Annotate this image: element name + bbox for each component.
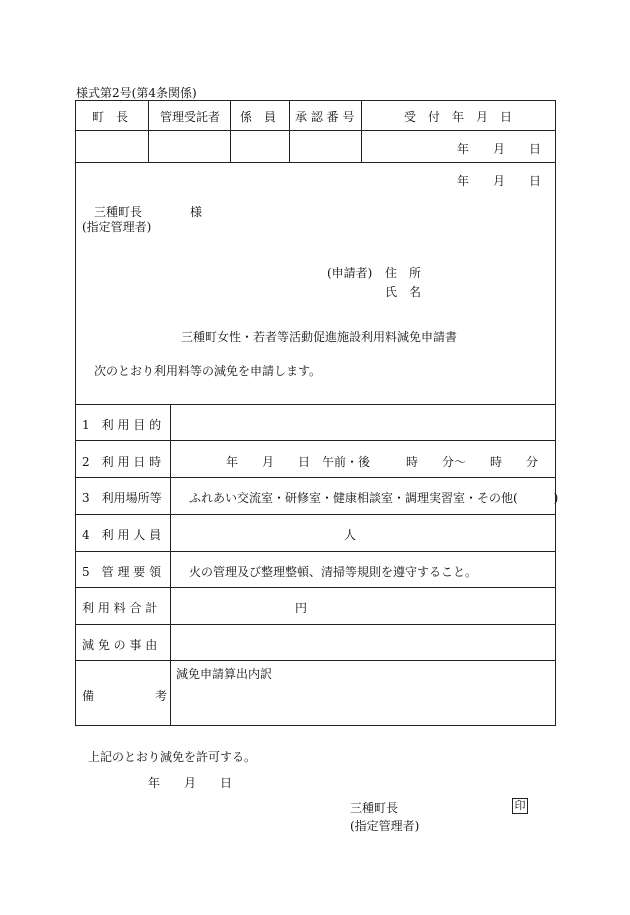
row-label-people: 4 利 用 人 員 (82, 528, 162, 542)
row-label-rules: 5 管 理 要 領 (82, 565, 162, 579)
row-label-reduction-reason: 減 免 の 事 由 (82, 638, 158, 652)
address-label: 住 所 (385, 266, 422, 280)
header-mayor: 町 長 (92, 110, 129, 124)
row-line (75, 477, 556, 478)
row-line (75, 404, 556, 405)
form-number: 様式第2号(第4条関係) (76, 86, 197, 100)
remarks-label-right: 考 (155, 689, 168, 703)
row-line (75, 514, 556, 515)
header-col-line (230, 100, 231, 162)
approval-mayor: 三種町長 (350, 801, 399, 815)
seal-mark: 印 (512, 798, 528, 814)
remarks-label-left: 備 (82, 689, 95, 703)
approval-statement: 上記のとおり減免を許可する。 (88, 750, 257, 764)
header-approval-no: 承 認 番 号 (295, 110, 355, 124)
row-value-place: ふれあい交流室・研修室・健康相談室・調理実習室・その他( ) (189, 491, 559, 505)
row-line (75, 587, 556, 588)
row-value-rules: 火の管理及び整理整頓、清掃等規則を遵守すること。 (189, 565, 478, 579)
header-col-line (148, 100, 149, 162)
header-received-date: 受 付 年 月 日 (404, 110, 513, 124)
header-col-line (289, 100, 290, 162)
header-col-line (361, 100, 362, 162)
row-value-total-fee: 円 (295, 601, 308, 615)
addressee: 三種町長 様 (94, 205, 203, 219)
header-contractor: 管理受託者 (160, 110, 221, 124)
row-line (75, 624, 556, 625)
header-date-value: 年 月 日 (457, 142, 542, 156)
row-line (75, 660, 556, 661)
row-label-datetime: 2 利 用 日 時 (82, 455, 162, 469)
label-column-line (170, 404, 171, 726)
approval-date: 年 月 日 (148, 776, 233, 790)
header-bottom-line (75, 162, 556, 163)
approval-manager: (指定管理者) (350, 819, 420, 833)
row-line (75, 440, 556, 441)
row-line (75, 551, 556, 552)
application-statement: 次のとおり利用料等の減免を申請します。 (94, 364, 322, 378)
row-label-purpose: 1 利 用 目 的 (82, 418, 162, 432)
application-form (75, 100, 559, 726)
row-value-people: 人 (344, 528, 357, 542)
row-label-place: 3 利用場所等 (82, 491, 162, 505)
name-label: 氏 名 (385, 285, 422, 299)
document-title: 三種町女性・若者等活動促進施設利用料減免申請書 (181, 330, 458, 344)
row-value-datetime: 年 月 日 午前・後 時 分～ 時 分 (226, 455, 539, 469)
row-label-total-fee: 利 用 料 合 計 (82, 601, 158, 615)
remarks-value: 減免申請算出内訳 (176, 667, 273, 681)
applicant-label: (申請者) (327, 266, 373, 280)
header-staff: 係 員 (240, 110, 277, 124)
addressee-manager: (指定管理者) (82, 220, 152, 234)
application-date: 年 月 日 (457, 174, 542, 188)
